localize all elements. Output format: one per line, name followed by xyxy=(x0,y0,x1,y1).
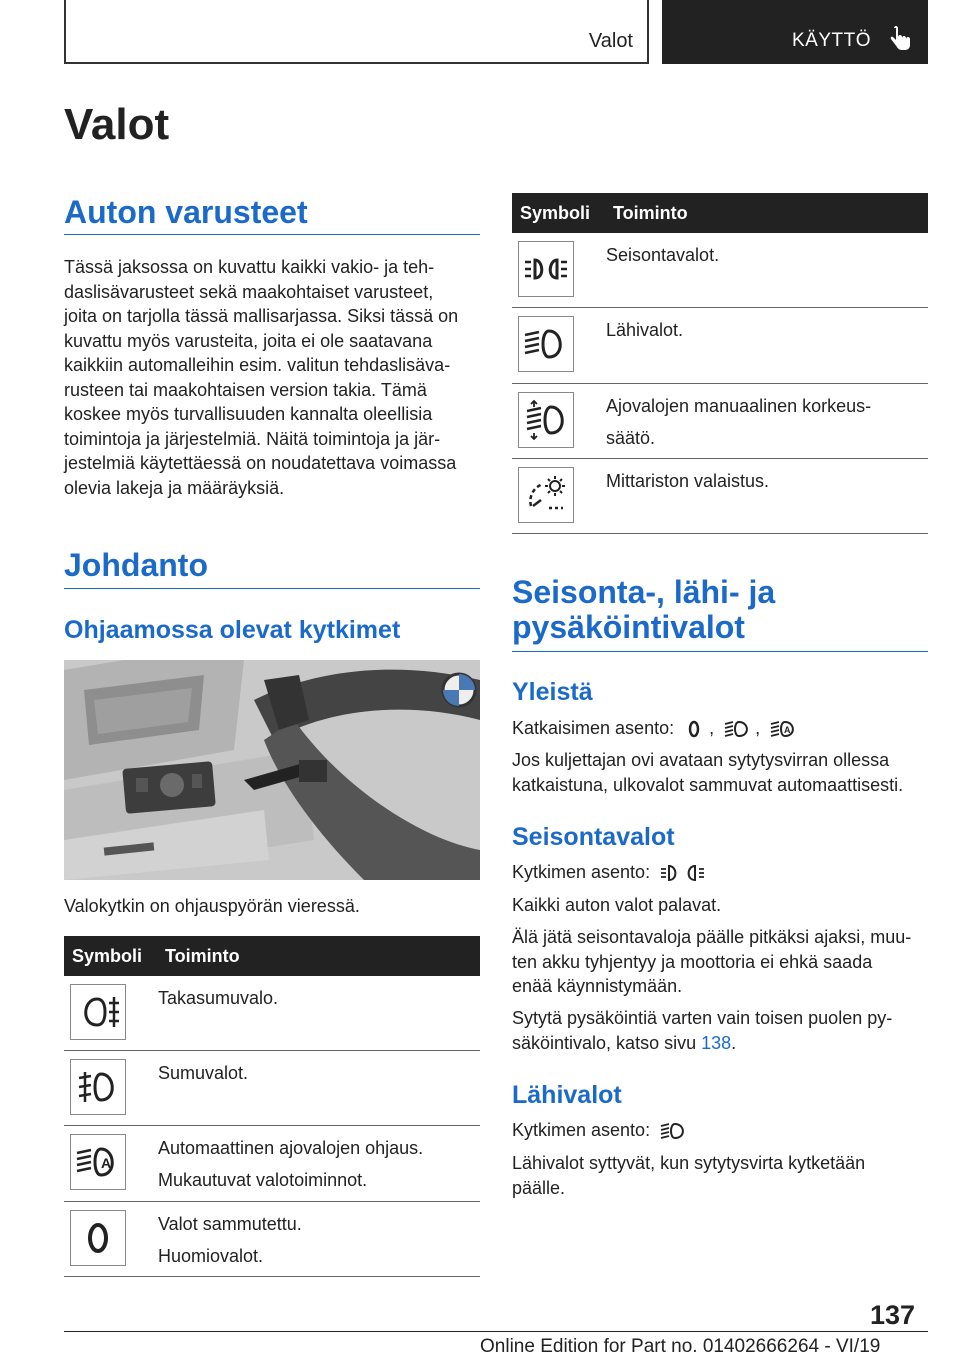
row-text: Takasumuvalo. xyxy=(158,988,279,1008)
page-number: 137 xyxy=(870,1300,916,1330)
right-col-function: Toiminto xyxy=(613,203,688,223)
table-row xyxy=(512,384,928,459)
row-text: Mittariston valaistus. xyxy=(606,471,770,491)
row-text: Huomiovalot. xyxy=(158,1246,264,1266)
illustration-caption: Valokytkin on ohjauspyörän vieressä. xyxy=(64,896,360,916)
separator: , xyxy=(709,718,715,738)
left-col-symbol: Symboli xyxy=(72,946,143,966)
fog-light-icon xyxy=(70,1059,126,1115)
svg-text:A: A xyxy=(784,725,791,736)
low-beam-icon xyxy=(518,316,574,372)
table-row xyxy=(64,976,480,1051)
cockpit-light-switch-illustration xyxy=(64,660,480,880)
row-text: Valot sammutettu. xyxy=(158,1214,302,1234)
seisonta-rule xyxy=(512,651,928,652)
auton-body xyxy=(64,255,484,500)
auton-line: rusteen tai maakohtaisen version takia. Tämä xyxy=(64,379,427,400)
switch-label: Kytkimen asento: xyxy=(512,862,651,882)
right-col-symbol: Symboli xyxy=(520,203,591,223)
p3-text: . xyxy=(731,1032,737,1053)
auton-line: kaikkiin automalleihin esim. valitun tehdaslisäva‐ xyxy=(64,355,451,375)
auton-line: toimintoja ja järjestelmiä. Näitä toimintoja ja jär‐ xyxy=(64,428,441,449)
switch-label: Katkaisimen asento: xyxy=(512,718,675,738)
seisonta-heading-line: Seisonta-, lähi- ja xyxy=(512,574,776,610)
row-text: Seisontavalot. xyxy=(606,245,720,265)
p3-line xyxy=(512,1031,932,1056)
header-section-label: Valot xyxy=(588,30,633,52)
table-row xyxy=(64,1202,480,1277)
left-table-header xyxy=(64,936,480,976)
header-section-tab xyxy=(64,0,649,64)
p2-line: enää käynnistymään. xyxy=(512,976,683,996)
auton-rule xyxy=(64,234,480,235)
p2-line: ten akku tyhjentyy ja moottoria ei ehkä saada xyxy=(512,951,873,972)
lahivalot-line: Lähivalot syttyvät, kun sytytysvirta kytketään xyxy=(512,1153,866,1173)
lahivalot-switch-line xyxy=(512,1118,691,1143)
yleista-switch-line xyxy=(512,716,801,741)
auto-headlight-icon xyxy=(769,718,797,740)
kytkimet-subheading: Ohjaamossa olevat kytkimet xyxy=(64,616,401,644)
low-beam-icon xyxy=(723,718,751,740)
johdanto-rule xyxy=(64,588,480,589)
parking-light-icon xyxy=(518,241,574,297)
auto-headlight-icon xyxy=(70,1134,126,1190)
table-row xyxy=(64,1126,480,1202)
auton-heading: Auton varusteet xyxy=(64,194,308,230)
row-text: Ajovalojen manuaalinen korkeus‐ xyxy=(606,396,872,416)
auton-line: daslisävarusteet sekä maakohtaiset varusteet, xyxy=(64,281,434,302)
johdanto-heading: Johdanto xyxy=(64,547,208,583)
auton-line: olevia lakeja ja määräyksiä. xyxy=(64,477,285,498)
seisontavalot-p2 xyxy=(512,925,932,999)
yleista-body xyxy=(512,748,932,797)
seisonta-heading xyxy=(512,575,775,645)
lights-off-icon xyxy=(683,718,705,740)
table-row xyxy=(512,308,928,384)
table-row xyxy=(512,459,928,534)
p3-text: säköintivalo, katso sivu xyxy=(512,1032,697,1053)
seisonta-heading-line: pysäköintivalot xyxy=(512,609,745,646)
row-text: Automaattinen ajovalojen ohjaus. xyxy=(158,1138,424,1158)
p3-line: Sytytä pysäköintiä varten vain toisen puolen py‐ xyxy=(512,1008,893,1028)
auton-line: koskee myös turvallisuuden kannalta oleellisia xyxy=(64,404,433,424)
lahivalot-heading: Lähivalot xyxy=(512,1081,622,1109)
lahivalot-line: päälle. xyxy=(512,1177,566,1198)
auton-line: kuvattu myös varusteita, joita ei ole saatavana xyxy=(64,330,433,351)
row-text: Mukautuvat valotoiminnot. xyxy=(158,1170,368,1190)
yleista-heading: Yleistä xyxy=(512,678,593,706)
row-text: Sumuvalot. xyxy=(158,1063,249,1083)
seisontavalot-p1: Kaikki auton valot palavat. xyxy=(512,895,722,915)
parking-light-icon xyxy=(659,862,707,884)
headlight-range-icon xyxy=(518,392,574,448)
footer-edition: Online Edition for Part no. 01402666264 - VI/19 xyxy=(480,1336,881,1357)
auton-line: jestelmiä käytettäessä on noudatettava voimassa xyxy=(64,453,457,473)
rear-fog-light-icon xyxy=(70,984,126,1040)
page-title: Valot xyxy=(64,100,170,149)
table-row xyxy=(512,233,928,308)
seisontavalot-p3 xyxy=(512,1006,932,1055)
header-chapter-label: KÄYTTÖ xyxy=(792,30,872,51)
instrument-lighting-icon xyxy=(518,467,574,523)
left-col-function: Toiminto xyxy=(165,946,240,966)
footer-rule xyxy=(64,1331,928,1332)
auton-line: joita on tarjolla tässä mallisarjassa. Siksi tässä on xyxy=(64,306,459,326)
switch-label: Kytkimen asento: xyxy=(512,1120,651,1140)
separator: , xyxy=(755,718,761,738)
pointing-hand-icon xyxy=(890,26,912,52)
yleista-line: katkaistuna, ulkovalot sammuvat automaattisesti. xyxy=(512,774,904,795)
auton-line: Tässä jaksossa on kuvattu kaikki vakio- ja teh‐ xyxy=(64,257,435,277)
right-table-header xyxy=(512,193,928,233)
page-link-138[interactable]: 138 xyxy=(701,1032,732,1053)
row-text: Lähivalot. xyxy=(606,320,684,340)
lahivalot-body xyxy=(512,1151,932,1200)
row-text: säätö. xyxy=(606,428,656,448)
header-chapter-tab xyxy=(662,0,928,64)
svg-text:A: A xyxy=(101,1155,112,1171)
yleista-line: Jos kuljettajan ovi avataan sytytysvirran ollessa xyxy=(512,750,890,770)
table-row xyxy=(64,1051,480,1126)
low-beam-icon xyxy=(659,1120,687,1142)
seisontavalot-heading: Seisontavalot xyxy=(512,823,675,851)
seisontavalot-switch-line xyxy=(512,860,711,885)
lights-off-icon xyxy=(70,1210,126,1266)
p2-line: Älä jätä seisontavaloja päälle pitkäksi ajaksi, muu‐ xyxy=(512,927,912,947)
